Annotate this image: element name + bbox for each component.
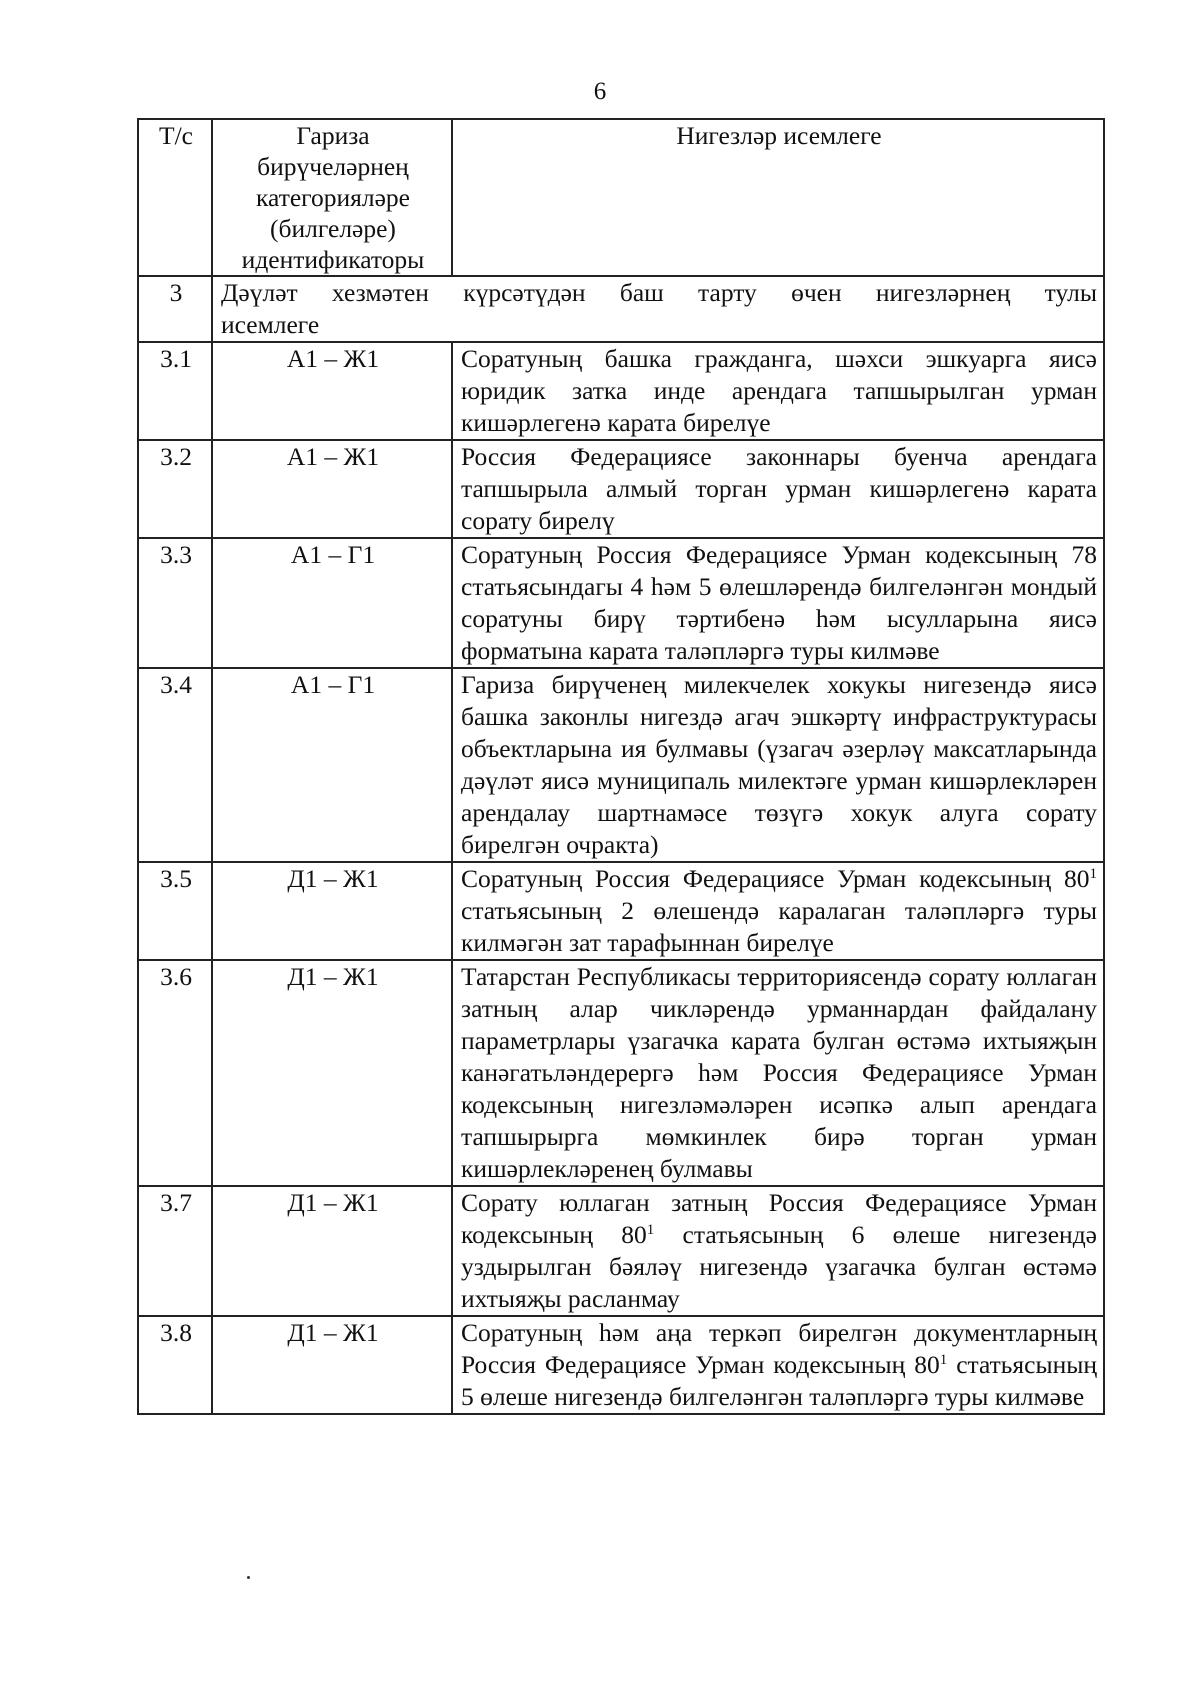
row-reason-text: статьясының 2 өлешендә каралаган таләпләргә туры килмәгән зат тарафыннан бирелүе [461, 896, 1097, 957]
section-number: 3 [138, 276, 212, 342]
row-number: 3.3 [138, 538, 212, 668]
row-number: 3.4 [138, 668, 212, 862]
row-category: А1 – Ж1 [212, 440, 452, 538]
page-number: 6 [593, 78, 607, 105]
row-reason [452, 1186, 1104, 1316]
header-reasons: Нигезләр исемлеге [452, 119, 1104, 276]
row-reason-text: статьясының 5 өлеше нигезендә билгеләнгән таләпләргә туры килмәве [461, 1350, 1098, 1411]
row-reason: Татарстан Республикасы территориясендә сорату юллаган затның алар чикләрендә урманнардан файдалану параметрлары үзагачка карата булган өстәмә ихтыяҗын канәгатьләндерергә һәм Россия Федерациясе Урман кодексының нигезләмәләрен исәпкә алып арендага тапшырырга мөмкинлек бирә торган урман кишәрлекләренең булмавы [452, 960, 1104, 1186]
table-row [138, 538, 1104, 668]
section-word: баш [619, 278, 664, 307]
row-reason [452, 1316, 1104, 1414]
row-category: А1 – Г1 [212, 668, 452, 862]
table-row [138, 1186, 1104, 1316]
row-number: 3.6 [138, 960, 212, 1186]
row-category: А1 – Ж1 [212, 342, 452, 440]
row-category: Д1 – Ж1 [212, 1316, 452, 1414]
row-reason-text: статьясының 6 өлеше нигезендә уздырылган бәяләү нигезендә үзагачка булган өстәмә ихтыяҗы расланмау [461, 1220, 1097, 1313]
row-reason-text: Соратуның һәм аңа теркәп бирелгән документларның Россия Федерациясе Урман кодексының 80 [461, 1318, 1097, 1379]
header-number: Т/с [138, 119, 212, 276]
row-category: Д1 – Ж1 [212, 862, 452, 960]
row-number: 3.2 [138, 440, 212, 538]
table-row [138, 1316, 1104, 1414]
row-category: Д1 – Ж1 [212, 1186, 452, 1316]
row-reason-text: Сорату юллаган затның Россия Федерациясе Урман кодексының 80 [461, 1188, 1097, 1249]
row-reason-text: Соратуның Россия Федерациясе Урман кодексының 80 [461, 864, 1090, 893]
row-number: 3.5 [138, 862, 212, 960]
row-number: 3.7 [138, 1186, 212, 1316]
section-title [212, 276, 1104, 342]
table-row [138, 668, 1104, 862]
section-word: нигезләрнең [875, 278, 1011, 307]
table-row [138, 342, 1104, 440]
row-reason-superscript: 1 [646, 1222, 655, 1238]
reasons-table [137, 118, 1105, 1415]
section-row [138, 276, 1104, 342]
row-number: 3.8 [138, 1316, 212, 1414]
section-word: өчен [791, 278, 842, 307]
row-reason: Гариза бирүченең милекчелек хокукы нигезендә яисә башка законлы нигездә агач эшкәртү инфраструктурасы объектларына ия булмавы (үзагач әзерләү максатларында дәүләт яисә муниципаль милектәге урман кишәрлекләрен арендалау шартнамәсе төзүгә хокук алуга сорату бирелгән очракта) [452, 668, 1104, 862]
section-word: күрсәтүдән [463, 278, 586, 307]
section-word: хезмәтен [331, 278, 429, 307]
row-reason: Соратуның башка гражданга, шәхси эшкуарга яисә юридик затка инде арендага тапшырылган урман кишәрлегенә карата бирелүе [452, 342, 1104, 440]
table-row [138, 862, 1104, 960]
table-row [138, 960, 1104, 1186]
row-category: Д1 – Ж1 [212, 960, 452, 1186]
section-word: тарту [698, 278, 757, 307]
section-title-line [221, 277, 1097, 309]
header-category: Гариза бирүчеләрнең категорияләре (билгеләре) идентификаторы [212, 119, 452, 276]
row-reason-superscript: 1 [1089, 866, 1097, 882]
row-reason [452, 862, 1104, 960]
table-header-row [138, 119, 1104, 276]
row-reason: Россия Федерациясе законнары буенча арендага тапшырыла алмый торган урман кишәрлегенә карата сорату бирелү [452, 440, 1104, 538]
section-title-end: исемлеге [221, 310, 320, 339]
section-word: тулы [1044, 278, 1097, 307]
scan-speck [247, 1576, 250, 1579]
section-word: Дәүләт [221, 278, 298, 307]
row-category: А1 – Г1 [212, 538, 452, 668]
row-number: 3.1 [138, 342, 212, 440]
row-reason-superscript: 1 [939, 1352, 948, 1368]
table-row [138, 440, 1104, 538]
row-reason: Соратуның Россия Федерациясе Урман кодексының 78 статьясындагы 4 һәм 5 өлешләрендә билгеләнгән мондый соратуны бирү тәртибенә һәм ысулларына яисә форматына карата таләпләргә туры килмәве [452, 538, 1104, 668]
